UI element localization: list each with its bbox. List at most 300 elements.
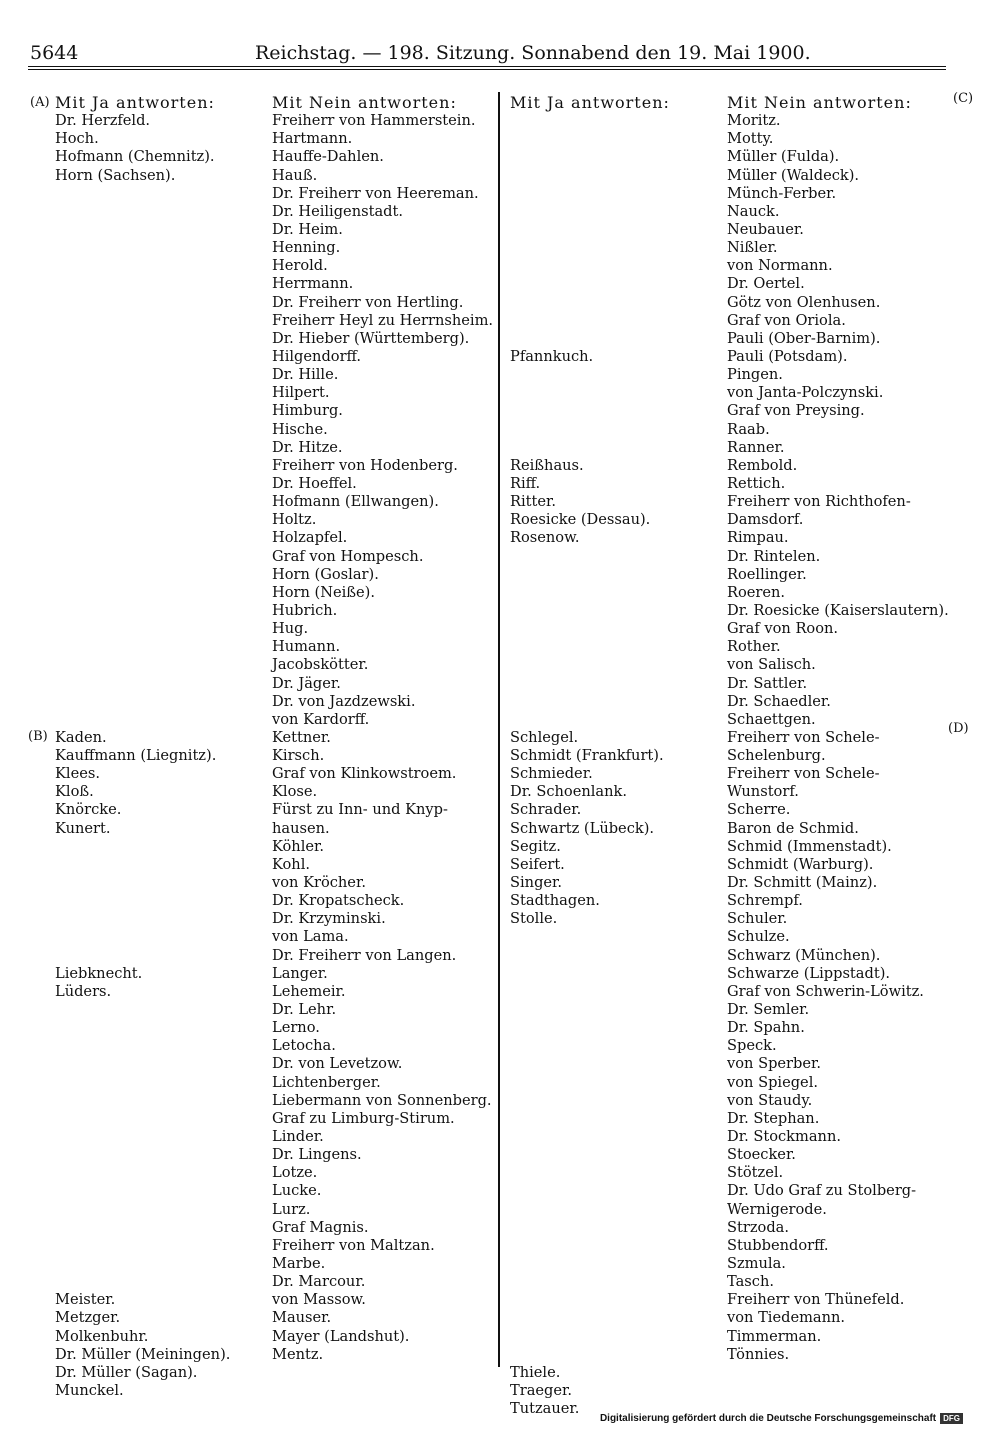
member-name — [510, 294, 670, 312]
member-name — [55, 1201, 230, 1219]
member-name — [510, 566, 670, 584]
member-name — [510, 656, 670, 674]
member-name: Hauffe-Dahlen. — [272, 148, 384, 166]
member-name: Stoecker. — [727, 1146, 796, 1164]
member-name: Holtz. — [272, 511, 317, 529]
margin-marker-c: (C) — [953, 91, 974, 106]
member-name — [55, 221, 230, 239]
member-name: Freiherr von Schele- — [727, 728, 880, 746]
member-name: Dr. Schoenlank. — [510, 783, 627, 801]
member-name: Roeren. — [727, 583, 786, 601]
member-name — [510, 1328, 670, 1346]
member-name — [55, 1255, 230, 1273]
member-name: Scherre. — [727, 801, 791, 819]
member-name: Herold. — [272, 257, 328, 275]
member-name: Horn (Neiße). — [272, 583, 376, 601]
member-name: Humann. — [272, 638, 341, 656]
member-name: Dr. Hoeffel. — [272, 474, 357, 492]
member-name: Götz von Olenhusen. — [727, 293, 881, 311]
member-name: Molkenbuhr. — [55, 1327, 149, 1345]
member-name: Raab. — [727, 420, 770, 438]
member-name — [55, 185, 230, 203]
member-name: von Kröcher. — [272, 874, 366, 892]
margin-marker-b: (B) — [28, 729, 48, 744]
member-name: Schwarz (München). — [727, 946, 881, 964]
member-name — [510, 384, 670, 402]
member-name: Schuler. — [727, 910, 788, 928]
member-name — [510, 330, 670, 348]
member-name: Kirsch. — [272, 747, 325, 765]
member-name: Meister. — [55, 1291, 116, 1309]
member-name: Schmieder. — [510, 765, 593, 783]
member-name: Dr. Hille. — [272, 366, 339, 384]
member-name: Tasch. — [727, 1273, 775, 1291]
member-name: Letocha. — [272, 1037, 336, 1055]
member-name: Graf zu Limburg-Stirum. — [272, 1109, 455, 1127]
member-name — [55, 1110, 230, 1128]
member-name: Rosenow. — [510, 529, 580, 547]
member-name: Klees. — [55, 765, 100, 783]
member-name: von Massow. — [272, 1291, 366, 1309]
page-header-title: Reichstag. — 198. Sitzung. Sonnabend den 19. Mai 1900. — [255, 42, 811, 64]
member-name: Kunert. — [55, 819, 111, 837]
member-name — [55, 584, 230, 602]
member-name: Graf von Oriola. — [727, 311, 846, 329]
member-name: Mentz. — [272, 1345, 324, 1363]
member-name: Horn (Sachsen). — [55, 166, 176, 184]
member-name — [55, 294, 230, 312]
member-name: Nauck. — [727, 202, 780, 220]
member-name — [510, 148, 670, 166]
member-name: Baron de Schmid. — [727, 819, 859, 837]
member-name: Langer. — [272, 964, 328, 982]
member-name — [510, 1092, 670, 1110]
member-name — [510, 1110, 670, 1128]
page-number: 5644 — [30, 42, 79, 64]
member-name: Dr. Marcour. — [272, 1273, 366, 1291]
column-heading: Mit Nein antworten: — [727, 93, 912, 112]
member-name — [510, 1237, 670, 1255]
member-name — [510, 548, 670, 566]
header-rule-bottom — [28, 69, 946, 70]
member-name: Freiherr von Thünefeld. — [727, 1291, 905, 1309]
member-name: Freiherr von Hammerstein. — [272, 112, 476, 130]
member-name — [510, 1182, 670, 1200]
member-name — [55, 566, 230, 584]
member-name: Dr. von Levetzow. — [272, 1055, 403, 1073]
member-name: Freiherr von Schele- — [727, 765, 880, 783]
member-name: Dr. Semler. — [727, 1001, 810, 1019]
member-name: Münch-Ferber. — [727, 184, 837, 202]
member-name — [55, 475, 230, 493]
member-name — [55, 838, 230, 856]
member-name — [510, 711, 670, 729]
member-name — [55, 366, 230, 384]
member-name: Pingen. — [727, 366, 783, 384]
member-name: Schmidt (Warburg). — [727, 855, 874, 873]
member-name: Hilgendorff. — [272, 347, 362, 365]
column-heading: Mit Nein antworten: — [272, 93, 457, 112]
member-name: Freiherr von Maltzan. — [272, 1236, 435, 1254]
member-name: Dr. Müller (Meiningen). — [55, 1345, 231, 1363]
member-name — [55, 1219, 230, 1237]
member-name — [55, 620, 230, 638]
member-name — [55, 511, 230, 529]
member-name: von Lama. — [272, 928, 349, 946]
member-name: Hartmann. — [272, 130, 353, 148]
member-name — [55, 1164, 230, 1182]
member-name: Dr. Jäger. — [272, 674, 341, 692]
member-name — [55, 910, 230, 928]
member-name: Dr. Freiherr von Langen. — [272, 946, 457, 964]
member-name: Lerno. — [272, 1019, 320, 1037]
member-name: Roesicke (Dessau). — [510, 511, 651, 529]
member-name: Freiherr von Richthofen- — [727, 493, 911, 511]
member-name — [510, 1037, 670, 1055]
member-name — [55, 203, 230, 221]
member-name: Hubrich. — [272, 601, 338, 619]
member-name — [510, 1074, 670, 1092]
member-name — [510, 167, 670, 185]
header-rule-top — [28, 66, 946, 67]
member-name — [510, 584, 670, 602]
member-name: Hilpert. — [272, 384, 330, 402]
member-name — [55, 548, 230, 566]
member-name: Dr. Kropatscheck. — [272, 892, 405, 910]
member-name — [55, 856, 230, 874]
member-name — [510, 947, 670, 965]
member-name — [510, 638, 670, 656]
member-name — [510, 1019, 670, 1037]
member-name: von Kardorff. — [272, 710, 370, 728]
member-name: Lurz. — [272, 1200, 311, 1218]
member-name — [510, 928, 670, 946]
member-name — [510, 130, 670, 148]
member-name: von Sperber. — [727, 1055, 822, 1073]
member-name — [55, 239, 230, 257]
member-name: Dr. Roesicke (Kaiserslautern). — [727, 601, 949, 619]
member-name: Klose. — [272, 783, 318, 801]
member-name — [510, 366, 670, 384]
member-name — [510, 1128, 670, 1146]
member-name: Schelenburg. — [727, 747, 826, 765]
member-name: Szmula. — [727, 1255, 786, 1272]
member-name: Graf von Hompesch. — [272, 547, 424, 565]
member-name — [55, 1037, 230, 1055]
member-name — [55, 257, 230, 275]
member-name — [55, 275, 230, 293]
member-name — [55, 711, 230, 729]
member-name — [55, 947, 230, 965]
member-name: Dr. Udo Graf zu Stolberg- — [727, 1182, 917, 1200]
member-name: Graf Magnis. — [272, 1218, 369, 1236]
member-name: Nißler. — [727, 239, 778, 257]
member-name: Rembold. — [727, 456, 798, 474]
member-name: Rimpau. — [727, 529, 789, 547]
member-name — [55, 1273, 230, 1291]
member-name: Dr. Lehr. — [272, 1001, 337, 1019]
member-name: Thiele. — [510, 1363, 561, 1381]
member-name: Lüders. — [55, 982, 112, 1000]
member-name: Jacobskötter. — [272, 656, 369, 674]
member-name: Dr. von Jazdzewski. — [272, 692, 416, 710]
member-name: Dr. Lingens. — [272, 1146, 362, 1164]
member-name — [55, 675, 230, 693]
member-name: Dr. Freiherr von Heereman. — [272, 184, 479, 202]
member-name: Kloß. — [55, 783, 94, 801]
member-name — [55, 384, 230, 402]
member-name: Mayer (Landshut). — [272, 1327, 410, 1345]
member-name — [55, 312, 230, 330]
column-right-yes — [510, 94, 670, 1418]
member-name: Segitz. — [510, 837, 561, 855]
member-name: Metzger. — [55, 1309, 121, 1327]
member-name: Pauli (Ober-Barnim). — [727, 329, 881, 347]
member-name: Moritz. — [727, 112, 781, 130]
member-name: Hauß. — [272, 166, 318, 184]
member-name — [510, 402, 670, 420]
member-name: Graf von Schwerin-Löwitz. — [727, 982, 924, 1000]
member-name: Holzapfel. — [272, 529, 348, 547]
member-name: Herrmann. — [272, 275, 354, 293]
member-name: Graf von Preysing. — [727, 402, 865, 420]
member-name: Speck. — [727, 1037, 777, 1055]
member-name: Dr. Spahn. — [727, 1019, 805, 1037]
column-left-yes — [55, 94, 230, 1400]
member-name: Dr. Stockmann. — [727, 1128, 841, 1146]
member-name: Hische. — [272, 420, 328, 438]
member-name — [510, 221, 670, 239]
member-name: Köhler. — [272, 837, 325, 855]
member-name: Strzoda. — [727, 1218, 789, 1236]
member-name — [55, 1019, 230, 1037]
member-name: Rother. — [727, 638, 781, 656]
member-name — [55, 1237, 230, 1255]
member-name — [55, 330, 230, 348]
member-name: Schulze. — [727, 928, 790, 946]
member-name: Kaden. — [55, 728, 107, 746]
member-name: Mauser. — [272, 1309, 332, 1327]
column-heading: Mit Ja antworten: — [55, 93, 215, 112]
member-name: Hofmann (Ellwangen). — [272, 493, 439, 511]
member-name: Graf von Klinkowstroem. — [272, 765, 457, 783]
member-name: Graf von Roon. — [727, 620, 839, 638]
member-name: Neubauer. — [727, 220, 804, 238]
member-name: Fürst zu Inn- und Knyp- — [272, 801, 448, 819]
member-name — [55, 638, 230, 656]
column-right-no — [727, 94, 949, 1364]
member-name — [55, 1001, 230, 1019]
member-name — [55, 1128, 230, 1146]
member-name: Müller (Waldeck). — [727, 166, 860, 184]
member-name: Lotze. — [272, 1164, 318, 1182]
member-name: Pauli (Potsdam). — [727, 347, 848, 365]
member-name: Henning. — [272, 239, 341, 257]
member-name: Lucke. — [272, 1182, 322, 1200]
member-name: Motty. — [727, 130, 774, 148]
member-name — [510, 1255, 670, 1273]
member-name: Dr. Oertel. — [727, 275, 805, 293]
member-name: Himburg. — [272, 402, 343, 420]
member-name — [510, 439, 670, 457]
margin-marker-d: (D) — [948, 721, 969, 736]
member-name — [55, 928, 230, 946]
member-name: Hoch. — [55, 130, 99, 148]
member-name — [55, 602, 230, 620]
member-name: von Tiedemann. — [727, 1309, 846, 1327]
member-name — [510, 185, 670, 203]
member-name — [510, 1273, 670, 1291]
member-name: Damsdorf. — [727, 511, 804, 529]
member-name: Knörcke. — [55, 801, 122, 819]
member-name — [510, 421, 670, 439]
member-name: Marbe. — [272, 1255, 326, 1272]
member-name: Dr. Hieber (Württemberg). — [272, 329, 470, 347]
member-name: Munckel. — [55, 1381, 124, 1399]
member-name: Schrader. — [510, 801, 582, 819]
member-name: Dr. Krzyminski. — [272, 910, 386, 928]
member-name: Kohl. — [272, 855, 311, 873]
member-name — [510, 1001, 670, 1019]
member-name: Schrempf. — [727, 892, 803, 910]
member-name: Dr. Herzfeld. — [55, 112, 151, 130]
member-name — [510, 983, 670, 1001]
dfg-logo: DFG — [940, 1413, 963, 1424]
footer-credit — [600, 1413, 963, 1424]
member-name — [55, 1146, 230, 1164]
member-name — [510, 112, 670, 130]
member-name — [510, 1346, 670, 1364]
member-name — [55, 493, 230, 511]
member-name — [510, 203, 670, 221]
member-name: Stadthagen. — [510, 892, 600, 910]
member-name — [55, 1092, 230, 1110]
member-name — [55, 892, 230, 910]
member-name: von Salisch. — [727, 656, 816, 674]
member-name: Tönnies. — [727, 1345, 790, 1363]
member-name: von Spiegel. — [727, 1073, 818, 1091]
member-name — [510, 1291, 670, 1309]
member-name: Dr. Heiligenstadt. — [272, 202, 403, 220]
member-name — [55, 693, 230, 711]
member-name — [55, 1055, 230, 1073]
member-name: Dr. Hitze. — [272, 438, 343, 456]
member-name — [510, 675, 670, 693]
member-name: Dr. Freiherr von Hertling. — [272, 293, 464, 311]
member-name: Wernigerode. — [727, 1200, 827, 1218]
member-name: Müller (Fulda). — [727, 148, 840, 166]
member-name: Reißhaus. — [510, 456, 584, 474]
member-name: Liebknecht. — [55, 964, 143, 982]
member-name: Schmidt (Frankfurt). — [510, 747, 664, 765]
member-name — [55, 402, 230, 420]
member-name: Ritter. — [510, 493, 557, 511]
footer-text: Digitalisierung gefördert durch die Deutsche Forschungsgemeinschaft — [599, 1413, 937, 1424]
member-name — [510, 1201, 670, 1219]
member-name: Rettich. — [727, 474, 786, 492]
member-name — [55, 656, 230, 674]
member-name: Dr. Schmitt (Mainz). — [727, 874, 878, 892]
member-name: Wunstorf. — [727, 783, 799, 801]
member-name — [510, 1219, 670, 1237]
member-name — [55, 1182, 230, 1200]
column-left-no — [272, 94, 493, 1364]
member-name: Tutzauer. — [510, 1400, 580, 1418]
member-name — [510, 1309, 670, 1327]
member-name: Schwarze (Lippstadt). — [727, 964, 891, 982]
member-name: von Normann. — [727, 257, 833, 275]
member-name: Stubbendorff. — [727, 1236, 829, 1254]
member-name: Freiherr von Hodenberg. — [272, 456, 458, 474]
member-name — [55, 529, 230, 547]
member-name: Liebermann von Sonnenberg. — [272, 1091, 492, 1109]
member-name — [510, 1164, 670, 1182]
member-name: Riff. — [510, 474, 541, 492]
member-name: von Janta-Polczynski. — [727, 384, 884, 402]
member-name: Dr. Stephan. — [727, 1109, 820, 1127]
member-name: Dr. Müller (Sagan). — [55, 1363, 198, 1381]
member-name: Seifert. — [510, 855, 565, 873]
member-name: Traeger. — [510, 1381, 573, 1399]
member-name: Timmerman. — [727, 1327, 822, 1345]
member-name — [510, 965, 670, 983]
member-name: Dr. Rintelen. — [727, 547, 821, 565]
member-name: Hug. — [272, 620, 309, 638]
member-name: Schwartz (Lübeck). — [510, 819, 655, 837]
member-name — [510, 693, 670, 711]
member-name: Schmid (Immenstadt). — [727, 837, 892, 855]
member-name — [510, 275, 670, 293]
member-name — [510, 1055, 670, 1073]
member-name — [510, 257, 670, 275]
member-name — [55, 1074, 230, 1092]
member-name — [510, 239, 670, 257]
member-name: Singer. — [510, 874, 563, 892]
member-name: Roellinger. — [727, 565, 807, 583]
member-name: Ranner. — [727, 438, 785, 456]
member-name: Schaettgen. — [727, 710, 816, 728]
member-name — [510, 620, 670, 638]
member-name: von Staudy. — [727, 1091, 813, 1109]
member-name — [510, 602, 670, 620]
member-name: Hofmann (Chemnitz). — [55, 148, 215, 166]
member-name: Stötzel. — [727, 1164, 784, 1182]
member-name — [55, 421, 230, 439]
member-name — [510, 312, 670, 330]
member-name: Dr. Heim. — [272, 220, 343, 238]
member-name: Horn (Goslar). — [272, 565, 379, 583]
member-name: Stolle. — [510, 910, 558, 928]
member-name: Dr. Sattler. — [727, 674, 808, 692]
member-name — [55, 439, 230, 457]
margin-marker-a: (A) — [30, 95, 50, 110]
column-divider — [498, 92, 500, 1367]
member-name: Lichtenberger. — [272, 1073, 381, 1091]
member-name: Kettner. — [272, 728, 331, 746]
member-name: Dr. Schaedler. — [727, 692, 831, 710]
member-name: Lehemeir. — [272, 982, 346, 1000]
column-heading: Mit Ja antworten: — [510, 93, 670, 112]
member-name — [55, 348, 230, 366]
member-name: Schlegel. — [510, 728, 579, 746]
member-name — [55, 457, 230, 475]
member-name: Pfannkuch. — [510, 347, 594, 365]
member-name: Kauffmann (Liegnitz). — [55, 747, 217, 765]
member-name: hausen. — [272, 819, 330, 837]
member-name: Linder. — [272, 1128, 324, 1146]
member-name — [55, 874, 230, 892]
member-name — [510, 1146, 670, 1164]
